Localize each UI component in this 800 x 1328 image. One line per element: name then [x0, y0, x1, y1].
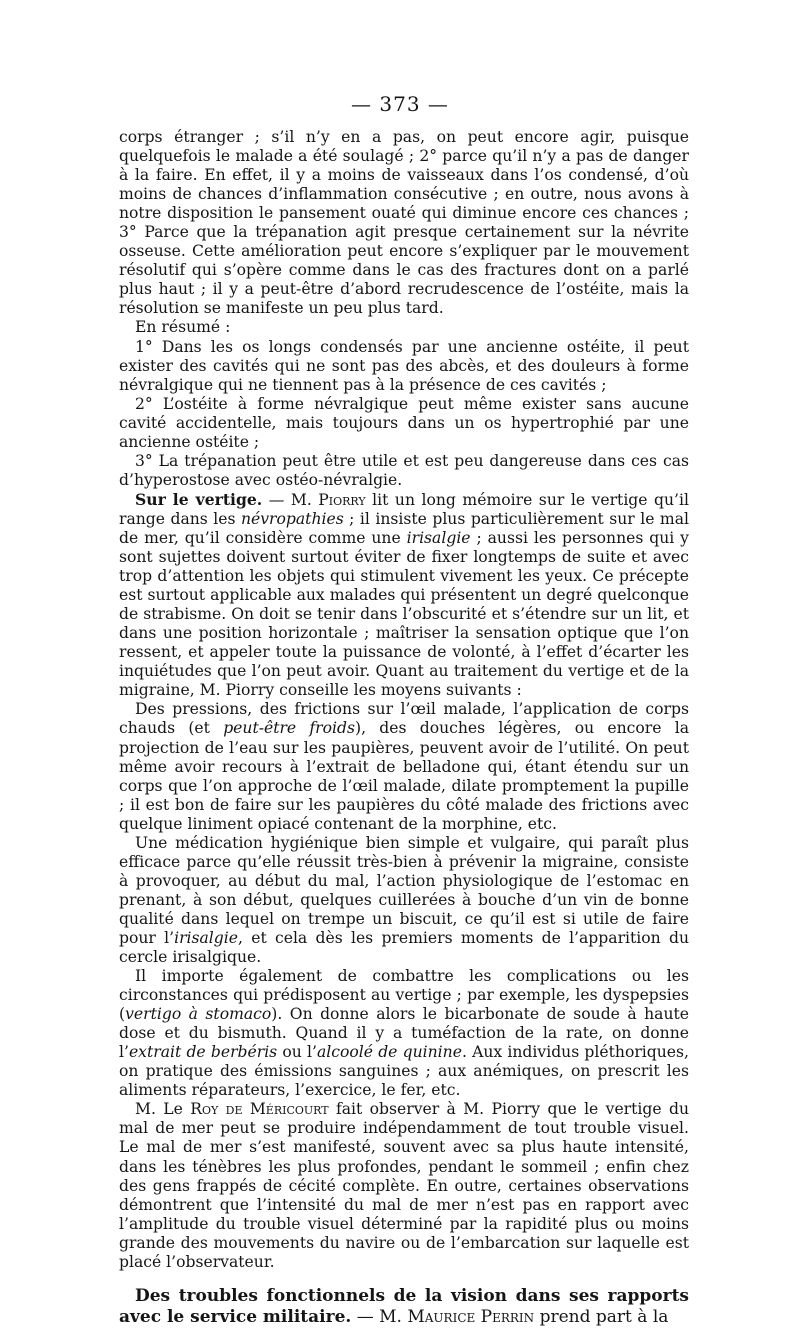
text-run: M. Le — [135, 1100, 191, 1119]
author-name: Maurice Perrin — [407, 1306, 535, 1327]
text-run: lit un long mémoire sur le vertige qu’il range dans les — [119, 490, 689, 528]
text-run: Des pressions, des frictions sur l’œil malade, l’application de corps chauds (et — [119, 700, 689, 738]
text-run: fait observer à M. Piorry que le vertige du mal de mer peut se produire indépendamment de tout trouble visuel. Le mal de mer s’est manifesté, souvent avec sa plus haute intensité, dans les ténèbres les plus profondes, pendant le sommeil ; enfin chez des gens frappés de cécité complète. En outre, certaines observations démontrent que l’intensité du mal de mer n’est pas en rapport avec l’amplitude du trouble visuel déterminé par la rapidité plus ou moins grande des mouvements du navire ou de l’embarcation sur laquelle est placé l’observateur. — [119, 1100, 689, 1271]
paragraph: corps étranger ; s’il n’y en a pas, on peut encore agir, puisque quelquefois le malade a été soulagé ; 2° parce qu’il n’y a pas de danger à la faire. En effet, il y a moins de vaisseaux dans l’os condensé, d’où moins de chances d’inflammation consécutive ; en outre, nous avons à notre disposition le pansement ouaté qui diminue encore ces chances ; 3° Parce que la trépanation agit presque certainement sur la névrite osseuse. Cette amélioration peut encore s’expliquer par le mouvement résolutif qui s’opère comme dans le cas des fractures dont on a parlé plus haut ; il y a peut-être d’abord recrudescence de l’ostéite, mais la résolution se manifeste un peu plus tard. — [119, 128, 689, 318]
italic-term: irisalgie — [406, 528, 471, 547]
italic-term: extrait de berbéris — [128, 1043, 278, 1062]
paragraph: 2° L’ostéite à forme névralgique peut même exister sans aucune cavité accidentelle, mais toujours dans un os hypertrophié par une ancienne ostéite ; — [119, 394, 689, 451]
text-run: ), des douches légères, ou encore la projection de l’eau sur les paupières, peuvent avoir de l’utilité. On peut même avoir recours à l’extrait de belladone qui, étant étendu sur un corps que l’on approche de l’œil malade, dilate promptement la pupille ; il est bon de faire sur les paupières du côté malade des frictions avec quelque liniment opiacé contenant de la morphine, etc. — [119, 719, 690, 833]
paragraph: 3° La trépanation peut être utile et est peu dangereuse dans ces cas d’hyperostose avec ostéo-névralgie. — [119, 451, 689, 489]
text-run: ; aussi les personnes qui y sont sujettes doivent surtout éviter de fixer longtemps de suite et avec trop d’attention les objets qui stimulent vivement les yeux. Ce précepte est surtout applicable aux malades qui présentent un degré quelconque de strabisme. On doit se tenir dans l’obscurité et s’étendre sur un lit, et dans une position horizontale ; maîtriser la sensation optique que l’on ressent, et appeler toute la puissance de volonté, à l’effet d’écarter les inquiétudes que l’on peut avoir. Quant au traitement du vertige et de la migraine, M. Piorry conseille les moyens suivants : — [119, 528, 689, 700]
paragraph — [119, 967, 689, 1100]
page-body — [119, 128, 689, 1328]
italic-term: peut-être froids — [223, 719, 355, 738]
author-name: Roy de Méricourt — [190, 1100, 329, 1119]
paragraph-vertige-intro: Sur le vertige. — M. Piorry lit un long mémoire sur le vertige qu’il range dans les névropathies ; il insiste plus particulièrement sur le mal de mer, qu’il considère comme une irisalgie ; aussi les personnes qui y sont sujettes doivent surtout éviter de fixer longtemps de suite et avec trop d’attention les objets qui stimulent vivement les yeux. Ce précepte est surtout applicable aux malades qui présentent un degré quelconque de strabisme. On doit se tenir dans l’obscurité et s’étendre sur un lit, et dans une position horizontale ; maîtriser la sensation optique que l’on ressent, et appeler toute la puissance de volonté, à l’effet d’écarter les inquiétudes que l’on peut avoir. Quant au traitement du vertige et de la migraine, M. Piorry conseille les moyens suivants : — [119, 489, 689, 700]
text-run: ; il insiste plus particulièrement sur le mal de mer, qu’il considère comme une — [119, 509, 689, 547]
text-run: Une médication hygiénique bien simple et vulgaire, qui paraît plus efficace parce qu’elle réussit très-bien à prévenir la migraine, consiste à provoquer, au début du mal, l’action physiologique de l’estomac en prenant, à son début, quelques cuillerées à bouche d’un vin de bonne qualité dans lequel on trempe un biscuit, ce qu’il est si utile de faire pour l’ — [119, 833, 689, 947]
text-run: prend part à la — [534, 1306, 669, 1327]
author-name: Piorry — [318, 490, 366, 509]
text-run: Il importe également de combattre les complications ou les circonstances qui prédisposent au vertige ; par exemple, les dyspepsies ( — [119, 967, 689, 1024]
paragraph-vision-intro: Des troubles fonctionnels de la vision dans ses rapports avec le service militaire. — M. Maurice Perrin prend part à la — [119, 1285, 689, 1327]
italic-term: névropathies — [240, 509, 344, 528]
paragraph: En résumé : — [135, 318, 231, 337]
text-run: ou l’ — [277, 1043, 317, 1062]
italic-term: alcoolé de quinine — [316, 1043, 462, 1062]
paragraph — [119, 700, 689, 833]
text-run: ). On donne alors le bicarbonate de soude à haute dose et du bismuth. Quand il y a tuméfaction de la rate, on donne l’ — [119, 1005, 689, 1062]
text-run: , et cela dès les premiers moments de l’apparition du cercle irisalgique. — [119, 928, 689, 967]
paragraph: 1° Dans les os longs condensés par une ancienne ostéite, il peut exister des cavités qui ne sont pas des abcès, et des douleurs à forme névralgique qui ne tiennent pas à la présence de ces cavités ; — [119, 337, 689, 394]
italic-term: vertigo à stomaco — [125, 1005, 272, 1024]
paragraph — [119, 834, 689, 967]
text-run: . Aux individus pléthoriques, on pratique des émissions sanguines ; aux anémiques, on prescrit les aliments réparateurs, l’exercice, le fer, etc. — [119, 1043, 689, 1100]
section-heading-vertige: Sur le vertige. — [135, 489, 263, 509]
paragraph — [119, 1100, 689, 1271]
section-heading-vision: Des troubles fonctionnels de la vision dans ses rapports avec le service militaire. — [119, 1285, 689, 1327]
page-number: — 373 — — [351, 92, 449, 116]
italic-term: irisalgie — [174, 928, 238, 947]
